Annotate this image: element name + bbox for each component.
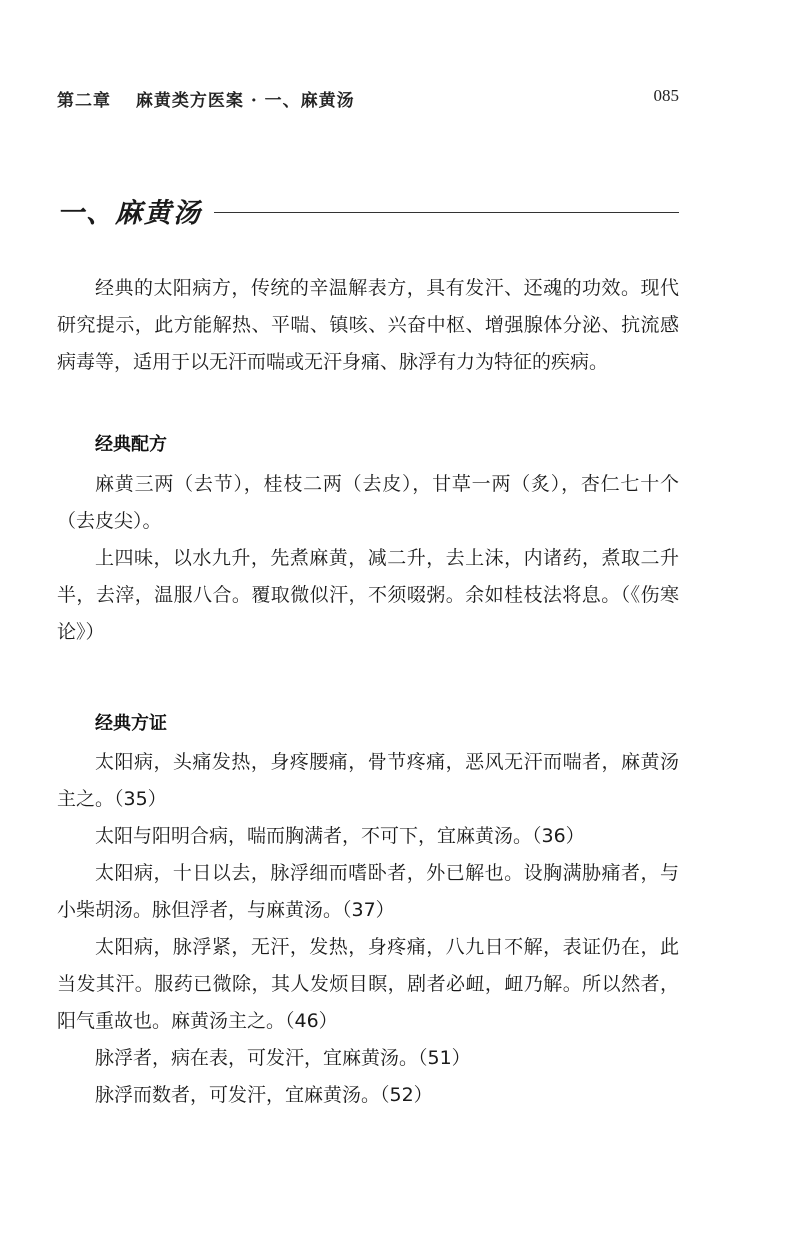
saying-paragraph: 脉浮者，病在表，可发汗，宜麻黄汤。（51） xyxy=(95,1047,471,1069)
chapter-label: 第二章 xyxy=(57,91,111,111)
intro-paragraph: 经典的太阳病方，传统的辛温解表方，具有发汗、还魂的功效。现代研究提示，此方能解热、平喘、镇咳、兴奋中枢、增强腺体分泌、抗流感病毒等，适用于以无汗而喘或无汗身痛、脉浮有力为特征的疾病。 xyxy=(57,277,679,373)
saying-paragraph: 太阳与阳明合病，喘而胸满者，不可下，宜麻黄汤。（36） xyxy=(95,825,585,847)
formula-paragraph: 上四味，以水九升，先煮麻黄，减二升，去上沫，内诸药，煮取二升半，去滓，温服八合。覆取微似汗，不须啜粥。余如桂枝法将息。（《伤寒论》） xyxy=(57,547,679,643)
formula-block xyxy=(57,466,679,651)
sayings-block xyxy=(57,744,679,1114)
page-number: 085 xyxy=(653,86,679,105)
section-rule xyxy=(214,212,679,213)
section-heading xyxy=(57,190,679,230)
intro-block xyxy=(57,270,679,381)
saying-paragraph: 脉浮而数者，可发汗，宜麻黄汤。（52） xyxy=(95,1084,433,1106)
sayings-heading: 经典方证 xyxy=(95,713,167,734)
saying-paragraph: 太阳病，十日以去，脉浮细而嗜卧者，外已解也。设胸满胁痛者，与小柴胡汤。脉但浮者，与麻黄汤。（37） xyxy=(57,862,679,921)
running-title: 麻黄类方医案 · 一、麻黄汤 xyxy=(135,91,355,111)
running-head xyxy=(57,86,355,111)
section-title: 一、麻黄汤 xyxy=(57,197,202,229)
formula-heading: 经典配方 xyxy=(95,434,167,455)
saying-paragraph: 太阳病，脉浮紧，无汗，发热，身疼痛，八九日不解，表证仍在，此当发其汗。服药已微除，其人发烦目瞑，剧者必衄，衄乃解。所以然者，阳气重故也。麻黄汤主之。（46） xyxy=(57,936,679,1032)
saying-paragraph: 太阳病，头痛发热，身疼腰痛，骨节疼痛，恶风无汗而喘者，麻黄汤主之。（35） xyxy=(57,751,679,810)
formula-paragraph: 麻黄三两（去节），桂枝二两（去皮），甘草一两（炙），杏仁七十个（去皮尖）。 xyxy=(57,473,679,532)
